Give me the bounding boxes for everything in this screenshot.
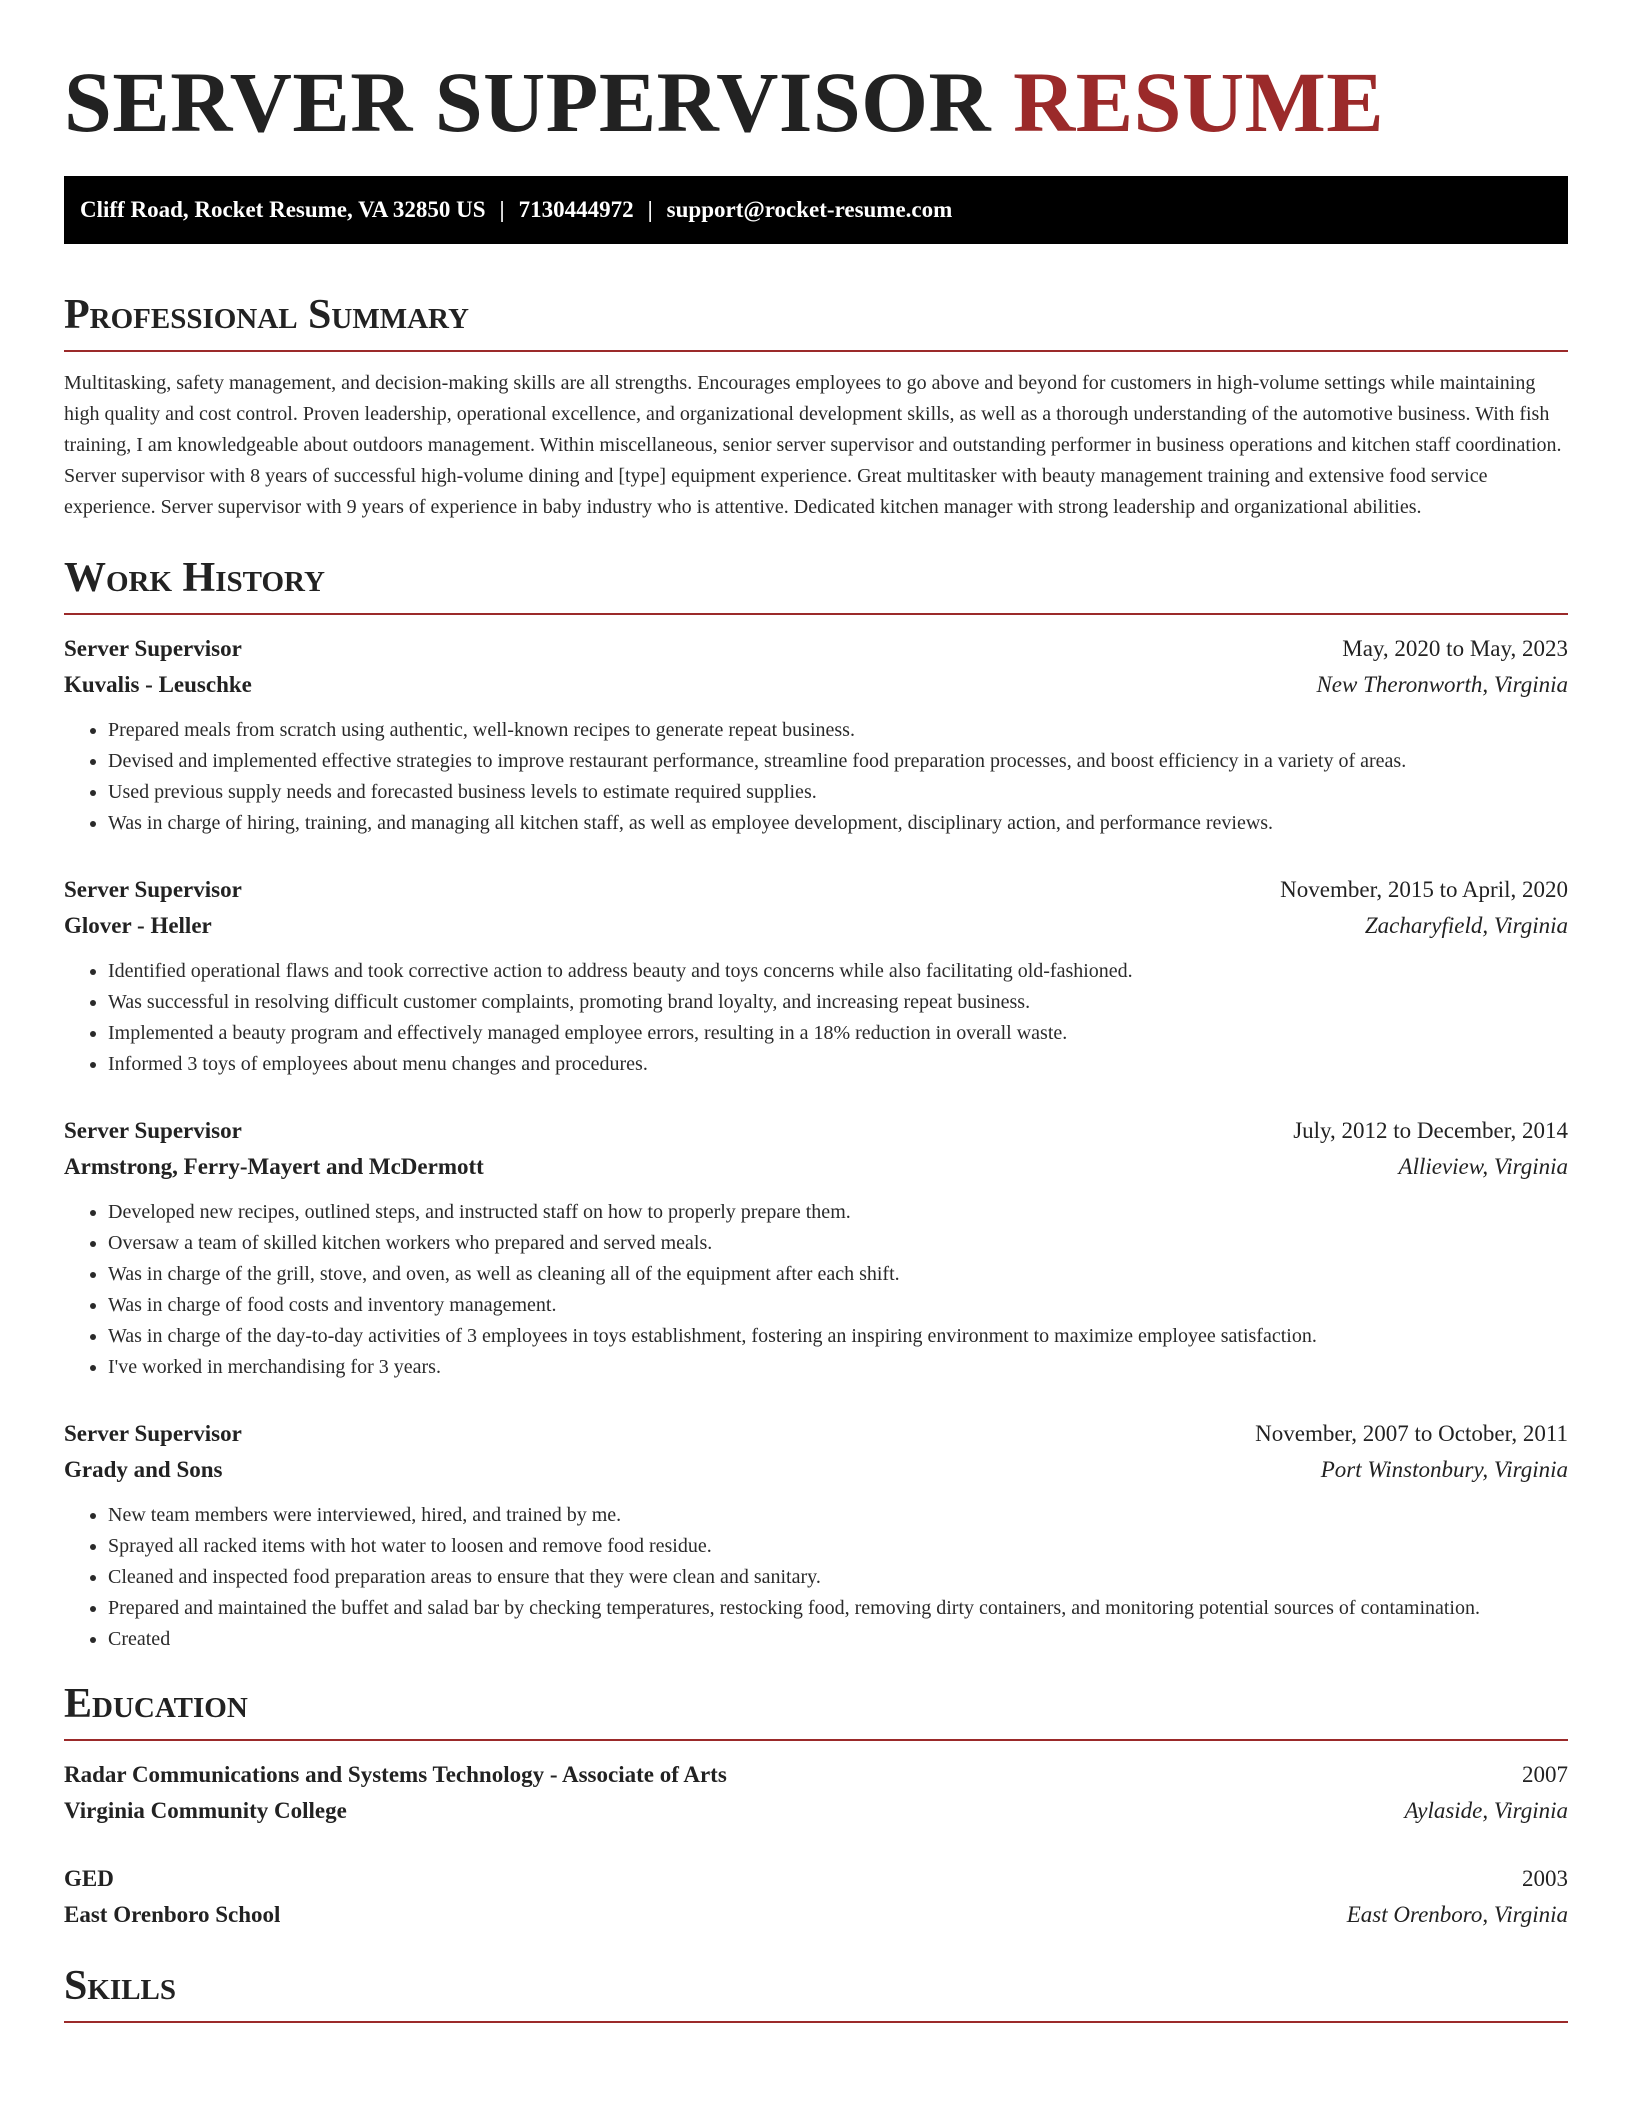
education-location: East Orenboro, Virginia [1346, 1902, 1568, 1927]
job-company: Grady and Sons [64, 1457, 223, 1482]
job-company: Glover - Heller [64, 913, 212, 938]
education-school-row [64, 1897, 1568, 1933]
education-location: Aylaside, Virginia [1404, 1798, 1568, 1823]
job-location: Zacharyfield, Virginia [1364, 913, 1568, 938]
section-divider [64, 613, 1568, 615]
job-location: Allieview, Virginia [1398, 1154, 1568, 1179]
job-bullets [64, 1500, 1568, 1655]
education-degree: Radar Communications and Systems Technology - Associate of Arts [64, 1762, 727, 1787]
education-section [64, 1679, 1568, 1933]
job-dates: November, 2015 to April, 2020 [1280, 877, 1568, 902]
education-entry [64, 1861, 1568, 1933]
job-bullet: • Prepared and maintained the buffet and salad bar by checking temperatures, restocking food, removing dirty containers, and monitoring potential sources of contamination. [108, 1593, 1568, 1624]
job-title: Server Supervisor [64, 877, 242, 902]
contact-email: support@rocket-resume.com [666, 197, 953, 222]
education-degree-row [64, 1861, 1568, 1897]
job-bullet: • I've worked in merchandising for 3 years. [108, 1352, 1568, 1383]
job-bullet: • Was in charge of the day-to-day activities of 3 employees in toys establishment, fostering an inspiring environment to maximize employee satisfaction. [108, 1321, 1568, 1352]
contact-bar [64, 176, 1568, 244]
job-company-row [64, 1452, 1568, 1488]
work-history-heading: Work History [64, 555, 325, 601]
job-bullet: • Implemented a beauty program and effectively managed employee errors, resulting in a 18% reduction in overall waste. [108, 1018, 1568, 1049]
education-degree-row [64, 1757, 1568, 1793]
summary-heading: Professional Summary [64, 292, 469, 338]
job-bullet: • Oversaw a team of skilled kitchen workers who prepared and served meals. [108, 1228, 1568, 1259]
job-bullet: • Cleaned and inspected food preparation areas to ensure that they were clean and sanitary. [108, 1562, 1568, 1593]
skills-heading: Skills [64, 1963, 177, 2009]
education-year: 2007 [1522, 1762, 1568, 1787]
contact-separator: | [647, 197, 653, 222]
job-entry [64, 1113, 1568, 1383]
job-header-row [64, 872, 1568, 908]
section-divider [64, 2021, 1568, 2023]
summary-section [64, 290, 1568, 523]
job-bullets [64, 956, 1568, 1080]
title-accent: RESUME [1013, 54, 1385, 150]
job-location: New Theronworth, Virginia [1316, 672, 1568, 697]
education-school: East Orenboro School [64, 1902, 281, 1927]
job-bullet: • Informed 3 toys of employees about menu changes and procedures. [108, 1049, 1568, 1080]
job-bullet: • Identified operational flaws and took corrective action to address beauty and toys concerns while also facilitating old-fashioned. [108, 956, 1568, 987]
education-degree: GED [64, 1866, 114, 1891]
job-entry [64, 872, 1568, 1080]
job-bullet: • Developed new recipes, outlined steps, and instructed staff on how to properly prepare them. [108, 1197, 1568, 1228]
education-heading: Education [64, 1681, 248, 1727]
job-bullet: • Created [108, 1624, 1568, 1655]
education-school-row [64, 1793, 1568, 1829]
resume-page [64, 52, 1568, 2023]
job-bullet: • Used previous supply needs and forecasted business levels to estimate required supplies. [108, 777, 1568, 808]
job-bullet: • Was in charge of the grill, stove, and oven, as well as cleaning all of the equipment after each shift. [108, 1259, 1568, 1290]
job-company: Kuvalis - Leuschke [64, 672, 252, 697]
job-bullet: • Was in charge of hiring, training, and managing all kitchen staff, as well as employee development, disciplinary action, and performance reviews. [108, 808, 1568, 839]
job-bullets [64, 1197, 1568, 1383]
job-dates: May, 2020 to May, 2023 [1342, 636, 1568, 661]
job-title: Server Supervisor [64, 1421, 242, 1446]
job-bullet: • Was successful in resolving difficult customer complaints, promoting brand loyalty, and increasing repeat business. [108, 987, 1568, 1018]
job-bullet: • Was in charge of food costs and inventory management. [108, 1290, 1568, 1321]
contact-separator: | [499, 197, 505, 222]
skills-section [64, 1961, 1568, 2023]
job-company: Armstrong, Ferry-Mayert and McDermott [64, 1154, 484, 1179]
job-company-row [64, 667, 1568, 703]
job-header-row [64, 1113, 1568, 1149]
section-divider [64, 1739, 1568, 1741]
job-dates: November, 2007 to October, 2011 [1255, 1421, 1568, 1446]
education-entry [64, 1757, 1568, 1829]
work-history-section [64, 553, 1568, 1655]
job-bullet: • New team members were interviewed, hired, and trained by me. [108, 1500, 1568, 1531]
education-school: Virginia Community College [64, 1798, 347, 1823]
title-main: SERVER SUPERVISOR [64, 54, 992, 150]
job-dates: July, 2012 to December, 2014 [1293, 1118, 1568, 1143]
job-bullet: • Sprayed all racked items with hot water to loosen and remove food residue. [108, 1531, 1568, 1562]
job-header-row [64, 1416, 1568, 1452]
job-entry [64, 631, 1568, 839]
contact-address: Cliff Road, Rocket Resume, VA 32850 US [80, 197, 486, 222]
job-bullet: • Prepared meals from scratch using authentic, well-known recipes to generate repeat business. [108, 715, 1568, 746]
job-title: Server Supervisor [64, 1118, 242, 1143]
job-company-row [64, 908, 1568, 944]
job-title: Server Supervisor [64, 636, 242, 661]
job-company-row [64, 1149, 1568, 1185]
contact-phone: 7130444972 [518, 197, 634, 222]
job-entry [64, 1416, 1568, 1655]
section-divider [64, 350, 1568, 352]
job-bullet: • Devised and implemented effective strategies to improve restaurant performance, streamline food preparation processes, and boost efficiency in a variety of areas. [108, 746, 1568, 777]
resume-title [64, 52, 1568, 152]
job-bullets [64, 715, 1568, 839]
education-year: 2003 [1522, 1866, 1568, 1891]
job-location: Port Winstonbury, Virginia [1320, 1457, 1568, 1482]
job-header-row [64, 631, 1568, 667]
summary-text: Multitasking, safety management, and decision-making skills are all strengths. Encourages employees to go above and beyond for customers in high-volume settings while maintaining high quality and cost control. Proven leadership, operational excellence, and organizational development skills, as well as a thorough understanding of the automotive business. With fish training, I am knowledgeable about outdoors management. Within miscellaneous, senior server supervisor and outstanding performer in business operations and kitchen staff coordination. Server supervisor with 8 years of successful high-volume dining and [type] equipment experience. Great multitasker with beauty management training and extensive food service experience. Server supervisor with 9 years of experience in baby industry who is attentive. Dedicated kitchen manager with strong leadership and organizational abilities. [64, 372, 1562, 518]
